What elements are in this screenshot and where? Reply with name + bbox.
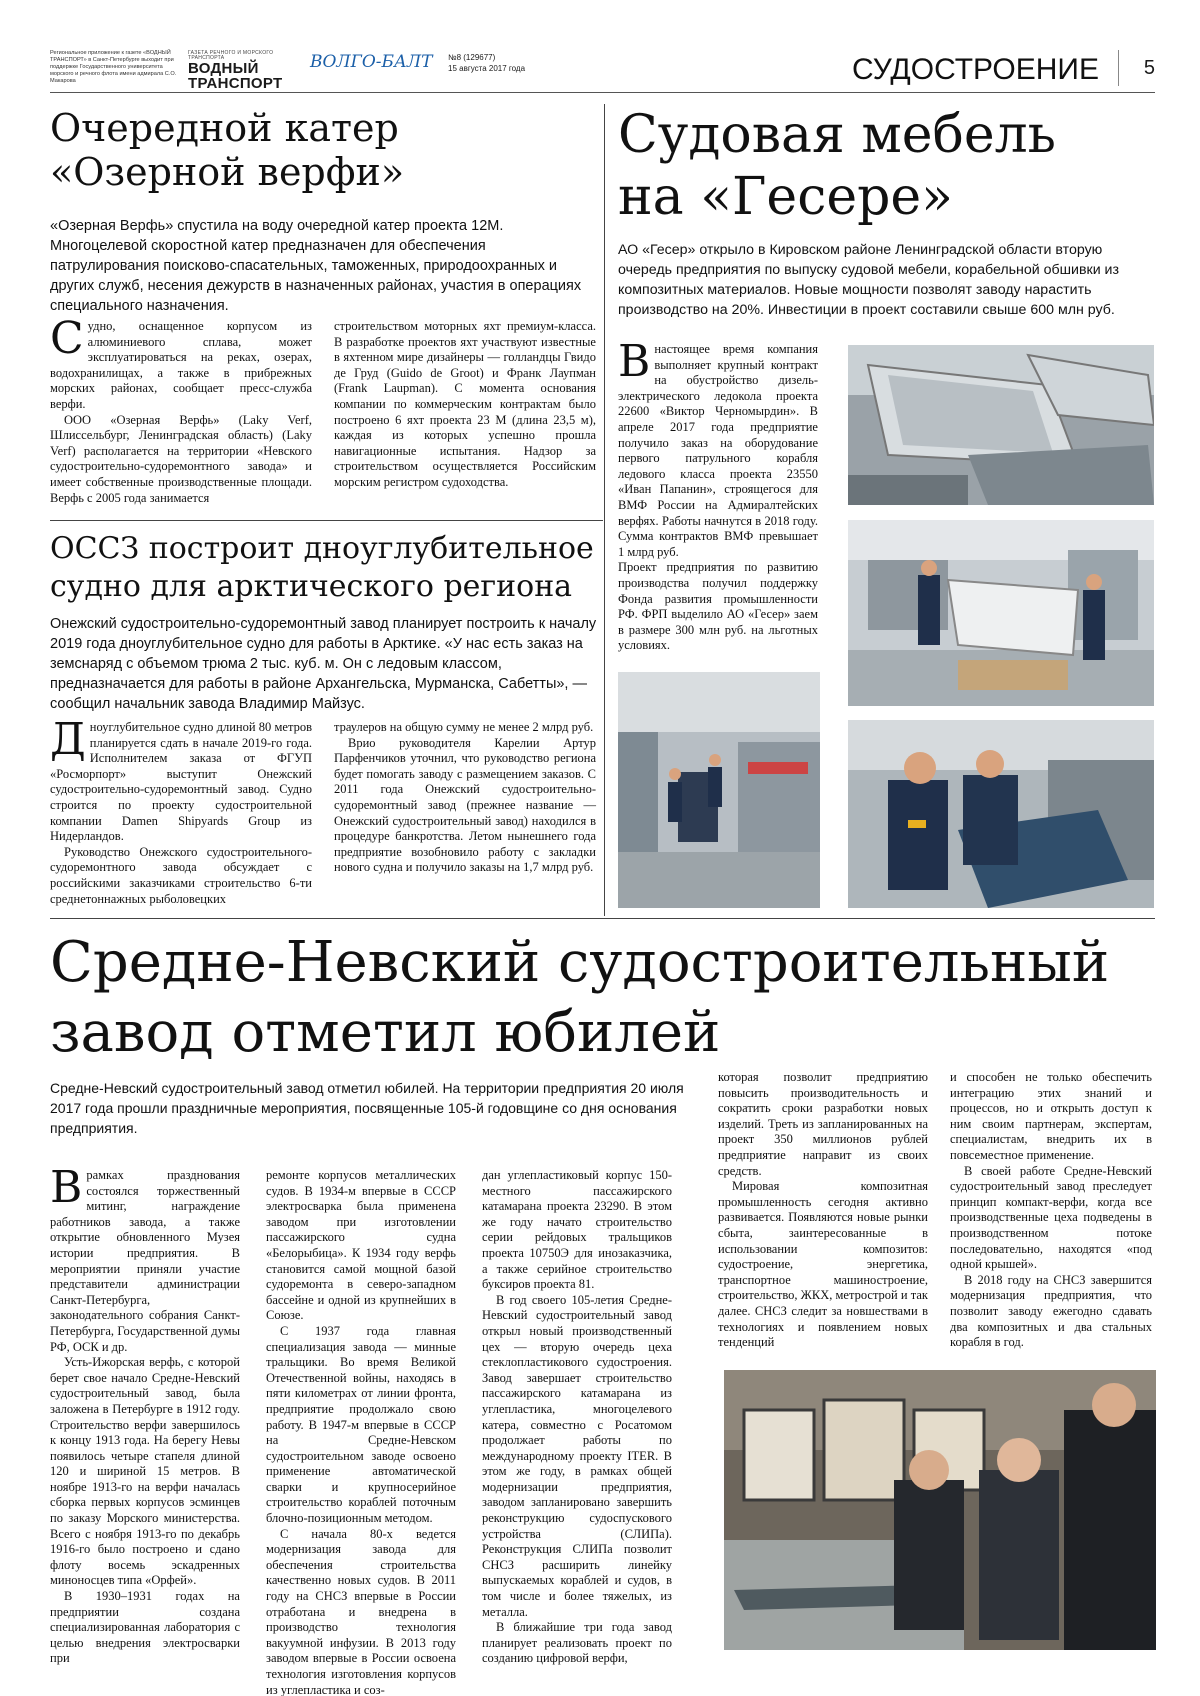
paragraph: Врио руководителя Карелии Артур Парфенчиков уточнил, что руководство региона будет помогать заводу с размещением заказов. С 2011 года Онежский судостроительно-судоремонтный завод (прежнее название — Онежский судостроительный завод) находился в процедуре банкротства. Летом нынешнего года предприятие возобновило работу с закладки нового судна и получило заказы на 1,7 млрд руб. [334,735,596,875]
page-number: 5 [1143,57,1155,79]
newspaper-logo [188,51,288,91]
paragraph: Судно, оснащенное корпусом из алюминиевого сплава, может эксплуатироваться на реках, озерах, водохранилищах, а также в прибрежных морских районах, сообщает пресс-служба верфи. [50,313,312,411]
paragraph: В 2018 году на СНСЗ завершится модернизация предприятия, что позволит заводу ежегодно сдавать два композитных и два стальных корабля в год. [950,1272,1152,1350]
headline-line-1: Средне-Невский судостроительный [50,930,1110,995]
paragraph: В своей работе Средне-Невский судостроительный завод преследует принцип компакт-верфи, когда все производственные цеха подведены в производственном потоке последовательно, находятся «под одной крышей». [950,1163,1152,1272]
article-lead: Средне-Невский судостроительный завод отметил юбилей. На территории предприятия 20 июля 2017 года прошли праздничные мероприятия, посвященные 105-й годовщине со дня основания предприятия. [50,1080,684,1136]
paragraph: Мировая композитная промышленность сегодня активно развивается. Появляются новые рынки сбыта, заинтересованные в использовании композитов: судостроение, энергетика, транспортное машиностроение, строительство, ЖКХ, метрострой и так далее. СНСЗ следит за новшествами в технологиях и появлением новых тенденций [718,1179,928,1350]
paragraph: которая позволит предприятию повысить производительность и сократить сроки разработки новых изделий. Треть из запланированных на проект 350 миллионов рублей предприятие направит из своих средств. [718,1070,928,1178]
paragraph: В 1930–1931 годах на предприятии создана специализированная лаборатория с целью внедрения электросварки при [50,1589,240,1666]
masthead-divider [1118,50,1119,86]
article-osz-dredger [50,530,598,912]
article-column-2 [334,319,596,491]
article1-bottom-rule [50,520,603,521]
paragraph: С 1937 года главная специализация завода — минные тральщики. Во время Великой Отечественной войны, находясь в пяти километрах от линии фронта, предприятие продолжало свою работу. В 1947-м впервые в СССР на Средне-Невском судостроительном заводе освоено применение автоматической сварки и крупносерийное строительство кораблей поточным блочно-позиционным методом. [266,1323,456,1526]
issue-date: 15 августа 2017 года [448,64,526,73]
issue-number: №8 (129677) [448,53,496,62]
masthead-note: Региональное приложение к газете «ВОДНЫЙ ТРАНСПОРТ» в Санкт-Петербурге выходит при поддержке Государственного университета морского и речного флота имени адмирала С.О. Макарова [50,50,177,84]
headline-line-2: завод отметил юбилей [50,1000,721,1065]
section-title: СУДОСТРОЕНИЕ [852,53,1099,86]
article-headline [50,106,598,194]
article-column-5 [950,1070,1152,1351]
paragraph: Внастоящее время компания выполняет крупный контракт на обустройство дизель-электрического ледокола проекта 22600 «Виктор Черномырдин». В апреле 2017 года предприятие получило заказ на оборудование первого патрульного корабля ледового класса проекта 23550 «Иван Папанин», строящегося для ВМФ России на Адмиралтейских верфях. Работы начнутся в 2018 году. Сумма контрактов ВМФ превышает 1 млрд руб. [618,336,818,559]
article-lead: «Озерная Верфь» спустила на воду очередной катер проекта 12М. Многоцелевой скоростной катер предназначен для обеспечения патрулирования поисково-спасательных, таможенных, природоохранных и других служб, несения дежурств в назначенных районах, участия в операциях специального назначения. [50,218,582,314]
headline-line-2: судно для арктического региона [50,569,573,604]
article-column-1 [50,714,312,907]
drop-cap: С [50,313,84,364]
paragraph: дан углепластиковый корпус 150-местного пассажирского катамарана проекта 23290. В этом же году начато строительство серии рейдовых тральщиков проекта 10750Э для инозаказчика, а также серийное строительство буксиров проекта 81. [482,1168,672,1292]
headline-line-2: «Озерной верфи» [50,150,405,194]
article-ozernaya-verf [50,106,598,514]
article-column-1 [50,1162,240,1667]
drop-cap: Д [50,714,86,765]
logo-line-1: ВОДНЫЙ [188,60,259,77]
masthead [50,48,1155,94]
photo-museum-visit [724,1370,1156,1650]
photo-workers-at-machine [848,720,1154,908]
article-lead: АО «Гесер» открыло в Кировском районе Ленинградской области вторую очередь предприятия по выпуску судовой мебели, корабельной обшивки из композитных материалов. Новые мощности позволят заводу нарастить производство на 20%. Инвестиции в проект составили свыше 600 млн руб. [618,242,1119,318]
paragraph: Врамках празднования состоялся торжественный митинг, награждение работников завода, а также открытие обновленного Музея истории предприятия. В мероприятии приняли участие представители администрации Санкт-Петербурга, законодательного собрания Санкт-Петербурга, Государственной думы РФ, ОСК и др. [50,1162,240,1354]
issue-info [448,52,525,74]
paragraph: Руководство Онежского судостроительного-судоремонтного завода обсуждает с российскими заказчиками строительство 6-ти среднетоннажных рыболовецких [50,844,312,906]
supplement-brand: ВОЛГО-БАЛТ [310,52,433,72]
top-section-bottom-rule [50,918,1155,919]
article-column-1 [50,313,312,506]
article-column-2 [334,720,596,876]
headline-line-1: ОССЗ построит дноуглубительное [50,531,594,566]
headline-line-2: на «Гесере» [618,167,953,227]
photo-furniture-panels [848,345,1154,505]
article-column-3 [482,1168,672,1667]
paragraph: строительством моторных яхт премиум-класса. В разработке проектов яхт участвуют известные в яхтенном мире дизайнеры — голландцы Гвидо де Груд (Guido de Groot) и Франк Лаупман (Frank Laupman). С момента основания компании по коммерческим контрактам было построено 6 яхт проекта 23 М (длина 23,5 м), каждая из которых успешно прошла навигационные испытания. Надзор за строительством осуществляется Российским морским регистром судоходства. [334,319,596,489]
photo-workers-carrying-panel [848,520,1154,706]
paragraph: траулеров на общую сумму не менее 2 млрд руб. [334,720,594,734]
drop-cap: В [618,336,651,387]
article-column-2 [266,1168,456,1696]
headline-line-1: Судовая мебель [618,105,1056,165]
paragraph: ООО «Озерная Верфь» (Laky Verf, Шлиссельбург, Ленинградская область) (Laky Verf) располагается на территории «Невского судостроительно-судоремонтного завода» и имеет собственные производственные площади. Верфь с 2005 года занимается [50,412,312,505]
photo-factory-floor [618,672,820,908]
paragraph: и способен не только обеспечить интеграцию этих знаний и процессов, но и открыть доступ к ним своим партнерам, экспертам, специалистам, внедрить их в повсеместное применение. [950,1070,1152,1162]
drop-cap: В [50,1162,83,1213]
column-divider-top [604,104,605,916]
article-lead: Онежский судостроительно-судоремонтный завод планирует построить к началу 2019 года дноуглубительное судно для работы в Арктике. «У нас есть заказ на земснаряд с объемом трюма 2 тыс. куб. м. Он с ледовым классом, предназначается для работы в районе Архангельска, Мурманска, Сабетты», — сообщил начальник завода Владимир Майзус. [50,616,597,712]
logo-line-2: ТРАНСПОРТ [188,75,283,92]
masthead-rule [50,92,1155,93]
paragraph: В год своего 105-летия Средне-Невский судостроительный завод открыл новый производственный цех — вторую очередь цеха стеклопластикового судостроения. Завод завершает строительство пассажирского катамарана из углепластика, многоцелевого катера, совместно с Росатомом продолжает работы по международному проекту ITER. В этом же году, в рамках общей модернизации предприятия, заводом запланировано завершить реконструкцию судоспускового устройства (СЛИПа). Реконструкция СЛИПа позволит СНСЗ расширить линейку выпускаемых кораблей и судов, в том числе и более тяжелых, из металла. [482,1292,672,1619]
article-column-4 [718,1070,928,1351]
paragraph: ремонте корпусов металлических судов. В 1934-м впервые в СССР электросварка была применена заводом при изготовлении пассажирского судна «Белорыбица». К 1934 году верфь становится самой мощной базой судоремонта в северо-западном бассейне и одной из крупнейших в Союзе. [266,1168,456,1323]
headline-line-1: Очередной катер [50,106,399,150]
paragraph: С начала 80-х ведется модернизация завода для обеспечения строительства качественно новых судов. В 2011 году на СНСЗ впервые в России отработана и внедрена в производство технология вакуумной инфузии. В 2013 году заводом впервые в России освоена технология изготовления корпусов из углепластика и соз- [266,1526,456,1696]
article-headline [50,530,598,606]
logo-tagline: ГАЗЕТА РЕЧНОГО И МОРСКОГО ТРАНСПОРТА [188,50,274,61]
paragraph: Дноуглубительное судно длиной 80 метров планируется сдать в начале 2019-го года. Исполнителем заказа от ФГУП «Росморпорт» выступит Онежский судостроительно-судоремонтный завод. Судно строится по проекту судостроительной компании Damen Shipyards Group из Нидерландов. [50,714,312,844]
article-column [618,336,818,654]
paragraph: Проект предприятия по развитию производства получил поддержку Фонда развития промышленности РФ. ФРП выделило АО «Гесер» заем в размере 300 млн руб. на льготных условиях. [618,560,818,653]
paragraph: Усть-Ижорская верфь, с которой берет свое начало Средне-Невский судостроительный завод, была заложена в Петербурге в 1912 году. Строительство верфи завершилось к концу 1913 года. На берегу Невы появилось четыре стапеля длиной 120 и шириной 15 метров. В ноябре 1913-го на верфи началась сборка первых корпусов эсминцев по заказу Морского министерства. Всего с ноября 1913-го по декабрь 1916-го было построено и сдано флоту восемь эскадренных миноносцев типа «Орфей». [50,1355,240,1588]
paragraph: В ближайшие три года завод планирует реализовать проект по созданию цифровой верфи, [482,1620,672,1666]
article-headline [618,104,1156,228]
